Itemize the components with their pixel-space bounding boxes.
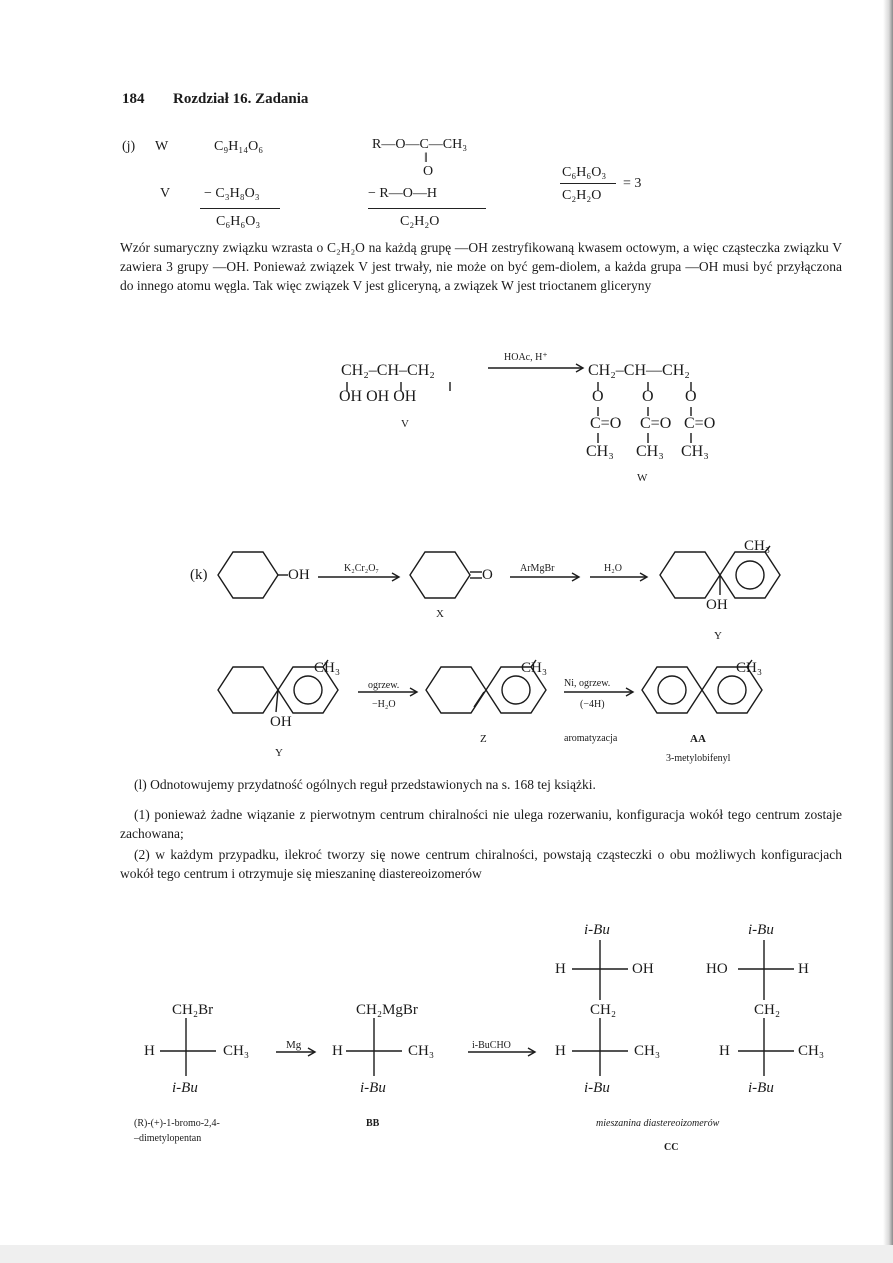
fischer-bottom: i-Bu	[360, 1080, 386, 1096]
glycerol-chain: CH₂–CH–CH₂	[341, 362, 435, 379]
page-edge-shadow	[883, 0, 893, 1263]
reagent-label: K₂Cr₂O₇	[344, 563, 379, 574]
reagent-label: i-BuCHO	[472, 1040, 511, 1051]
fischer-left: HO	[706, 961, 728, 977]
fischer-bottom: i-Bu	[748, 1080, 774, 1096]
reagent-label: H₂O	[604, 563, 622, 574]
fischer-mid: CH₂	[590, 1002, 617, 1018]
reagent-label: ArMgBr	[520, 563, 555, 574]
part-label: (k)	[190, 567, 208, 583]
compound-label: Y	[275, 747, 283, 759]
compound-name: 3-metylobifenyl	[666, 753, 731, 764]
fischer-right: CH₃	[408, 1043, 435, 1059]
reagent-label: ogrzew.	[368, 680, 400, 691]
fischer-bottom: i-Bu	[584, 1080, 610, 1096]
fischer-top: CH₂Br	[172, 1002, 214, 1018]
paragraph: (1) ponieważ żadne wiązanie z pierwotnym centrum chiralności nie ulega rozerwaniu, konfiguracja wokół tego centrum zostaje zachowana;	[120, 807, 842, 841]
glycerol-chain: CH₂–CH—CH₂	[588, 362, 690, 379]
hydroxyl-group: OH	[288, 567, 310, 583]
compound-label: Z	[480, 733, 487, 745]
reagent-label: (−4H)	[580, 699, 605, 710]
fischer-right: H	[798, 961, 809, 977]
ester-formula: R—O—C—CH₃	[372, 137, 468, 152]
methyl-group: CH₃	[586, 443, 614, 460]
reagent-label: HOAc, H⁺	[504, 352, 548, 363]
compound-label: V	[401, 418, 409, 430]
formula-text: C₉H₁₄O₆	[214, 139, 264, 154]
ketone-oxygen: O	[482, 567, 493, 583]
mixture-caption: mieszanina diastereoizomerów	[596, 1118, 720, 1129]
methyl-group: CH₃	[681, 443, 709, 460]
methyl-group: CH₃	[636, 443, 664, 460]
methyl-group: CH₃	[314, 660, 341, 676]
formula-text: C₂H₂O	[400, 214, 440, 229]
paragraph: (l) Odnotowujemy przydatność ogólnych reguł przedstawionych na s. 168 tej książki.	[134, 777, 596, 792]
page-number: 184	[122, 91, 145, 107]
double-bond-mark: ‖	[424, 151, 428, 166]
compound-label: W	[155, 139, 169, 154]
fischer-top: i-Bu	[748, 922, 774, 938]
reagent-label: aromatyzacja	[564, 733, 618, 744]
fischer-right: CH₃	[798, 1043, 825, 1059]
carbonyl-group: C=O	[640, 415, 672, 432]
compound-label: W	[637, 472, 648, 484]
fischer-left: H	[332, 1043, 343, 1059]
formula-text: C₆H₆O₃	[216, 214, 261, 229]
fischer-left: H	[555, 961, 566, 977]
ratio-value: = 3	[623, 176, 642, 191]
paragraph: Wzór sumaryczny związku wzrasta o C₂H₂O na każdą grupę —OH zestryfikowaną kwasem octowym, a więc cząsteczka związku V zawiera 3 grupy —OH. Ponieważ związek V jest trwały, nie może on być gem-diolem, a każda grupa —OH musi być przyłączona do innego atomu węgla. Tak więc związek V jest gliceryną, a związek W jest trioctanem gliceryny	[120, 240, 842, 293]
compound-label: V	[160, 186, 171, 201]
formula-text: − C₃H₈O₃	[204, 186, 260, 201]
compound-label: X	[436, 608, 444, 620]
reagent-label: Mg	[286, 1039, 302, 1051]
fischer-left: H	[555, 1043, 566, 1059]
fischer-left: H	[719, 1043, 730, 1059]
reagent-label: −H₂O	[372, 699, 396, 710]
formula-text: − R—O—H	[368, 186, 437, 201]
fischer-right: CH₃	[634, 1043, 661, 1059]
oxygen-atom: O	[642, 388, 654, 405]
methyl-group: CH₃	[736, 660, 763, 676]
hydroxyl-group: OH	[270, 714, 292, 730]
scan-bottom-border	[0, 1245, 893, 1263]
carbonyl-group: C=O	[684, 415, 716, 432]
chapter-title: Rozdział 16. Zadania	[173, 91, 309, 107]
compound-label: CC	[664, 1142, 679, 1153]
fischer-mid: CH₂	[754, 1002, 781, 1018]
hydroxyl-row: OH OH OH	[339, 388, 417, 405]
fischer-top: CH₂MgBr	[356, 1002, 418, 1018]
ratio-denominator: C₂H₂O	[562, 188, 602, 203]
fischer-right: CH₃	[223, 1043, 250, 1059]
ratio-numerator: C₆H₆O₃	[562, 165, 607, 180]
compound-label: AA	[690, 733, 706, 745]
fischer-right: OH	[632, 961, 654, 977]
reagent-label: Ni, ogrzew.	[564, 678, 611, 689]
oxygen-atom: O	[592, 388, 604, 405]
compound-name: –dimetylopentan	[134, 1133, 202, 1144]
oxygen-atom: O	[685, 388, 697, 405]
fischer-bottom: i-Bu	[172, 1080, 198, 1096]
fischer-top: i-Bu	[584, 922, 610, 938]
part-label: (j)	[122, 139, 136, 154]
hydroxyl-group: OH	[706, 597, 728, 613]
carbonyl-oxygen: O	[423, 164, 434, 179]
compound-name: (R)-(+)-1-bromo-2,4-	[134, 1118, 220, 1129]
methyl-group: CH₃	[521, 660, 548, 676]
paragraph: (2) w każdym przypadku, ilekroć tworzy się nowe centrum chiralności, powstają cząsteczki o obu możliwych konfiguracjach wokół tego centrum i otrzymuje się mieszaninę diastereoizomerów	[120, 847, 842, 881]
compound-label: BB	[366, 1118, 380, 1129]
methyl-group: CH₃	[744, 538, 771, 554]
compound-label: Y	[714, 630, 722, 642]
carbonyl-group: C=O	[590, 415, 622, 432]
fischer-left: H	[144, 1043, 155, 1059]
